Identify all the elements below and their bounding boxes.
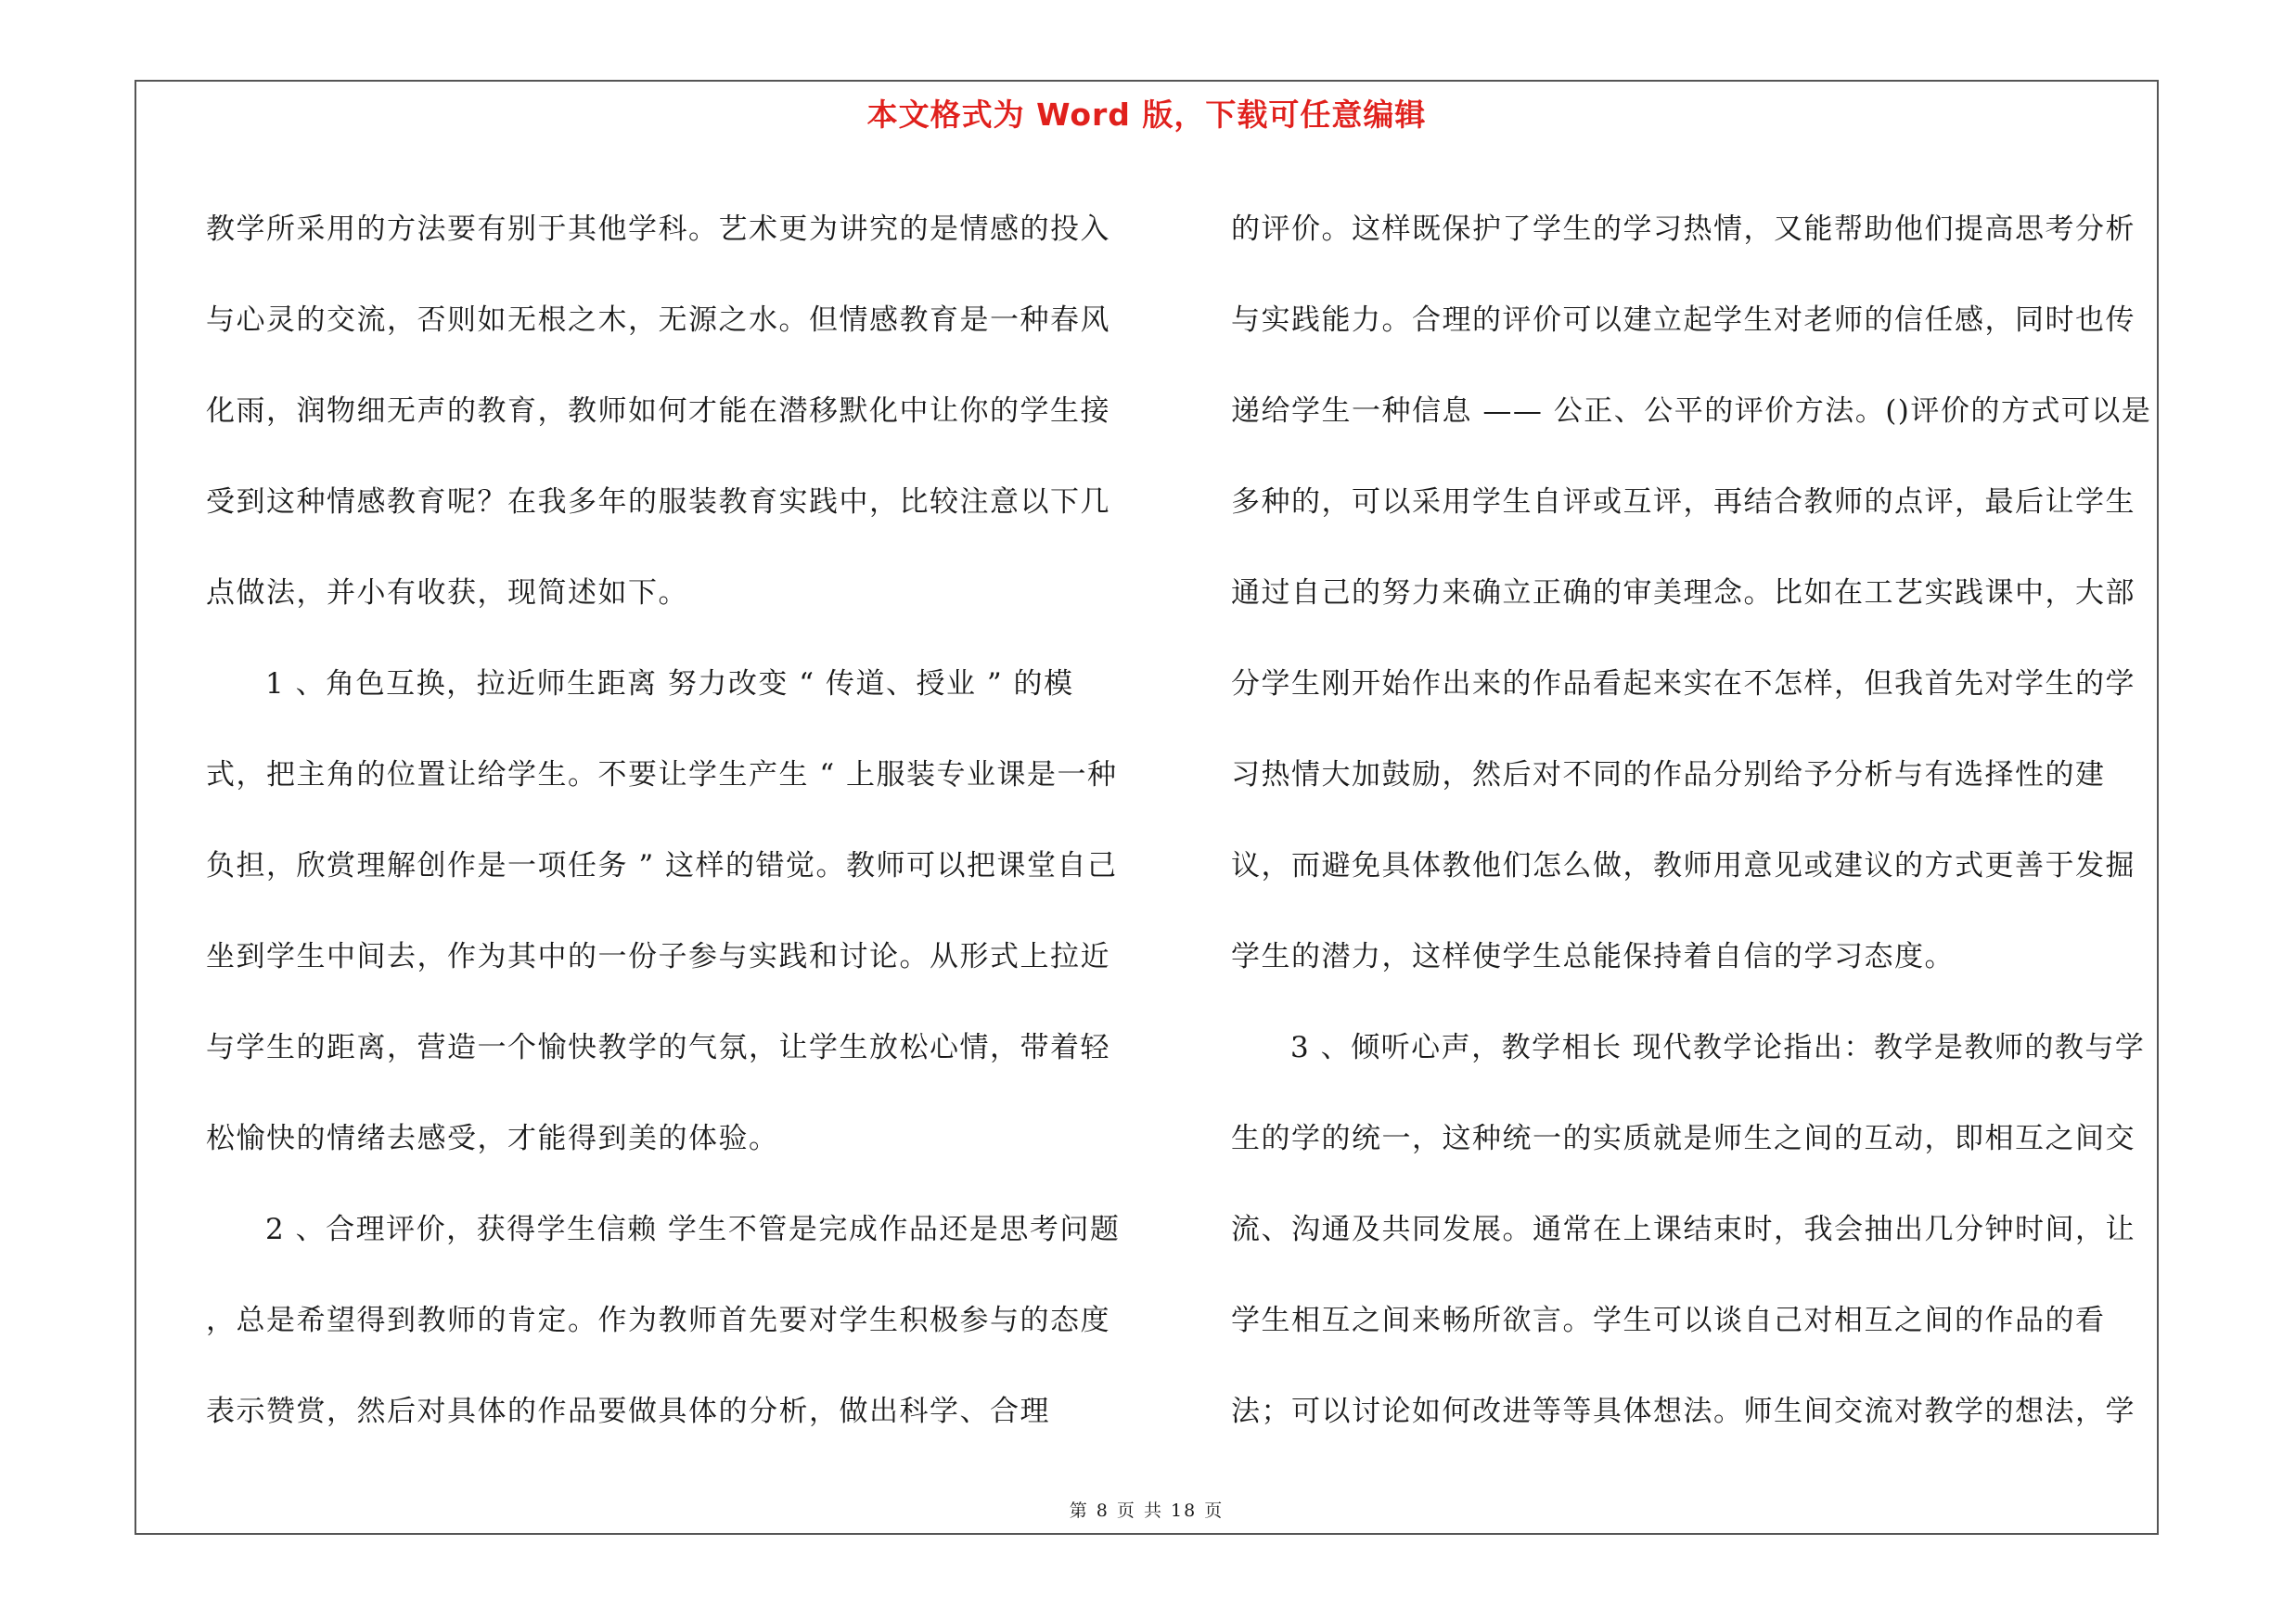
page-number-footer: 第 8 页 共 18 页 — [1069, 1501, 1225, 1521]
paragraph: 的评价。这样既保护了学生的学习热情，又能帮助他们提高思考分析与实践能力。合理的评价可以建立起学生对老师的信任感，同时也传递给学生一种信息 —— 公正、公平的评价方法。()评价的方式可以是多种的，可以采用学生自评或互评，再结合教师的点评，最后让学生通过自己的努力来确立正确的审美理念。比如在工艺实践课中，大部分学生刚开始作出来的作品看起来实在不怎样，但我首先对学生的学习热情大加鼓励，然后对不同的作品分别给予分析与有选择性的建议，而避免具体教他们怎么做，教师用意见或建议的方式更善于发掘学生的潜力，这样使学生总能保持着自信的学习态度。 — [1231, 213, 2152, 973]
paragraph: 1 、角色互换，拉近师生距离 努力改变 “ 传道、授业 ” 的模式，把主角的位置让给学生。不要让学生产生 “ 上服装专业课是一种负担，欣赏理解创作是一项任务 ” 这样的错觉。教师可以把课堂自己坐到学生中间去，作为其中的一份子参与实践和讨论。从形式上拉近与学生的距离，营造一个愉快教学的气氛，让学生放松心情，带着轻松愉快的情绪去感受，才能得到美的体验。 — [206, 667, 1118, 1155]
paragraph: 教学所采用的方法要有别于其他学科。艺术更为讲究的是情感的投入与心灵的交流，否则如无根之木，无源之水。但情感教育是一种春风化雨，润物细无声的教育，教师如何才能在潜移默化中让你的学生接受到这种情感教育呢？在我多年的服装教育实践中，比较注意以下几点做法，并小有收获，现简述如下。 — [206, 213, 1110, 610]
right-column — [1231, 184, 2159, 1457]
paragraph: 2 、合理评价，获得学生信赖 学生不管是完成作品还是思考问题 ，总是希望得到教师的肯定。作为教师首先要对学生积极参与的态度表示赞赏，然后对具体的作品要做具体的分析，做出科学、合理 — [206, 1213, 1131, 1428]
paragraph: 3 、倾听心声，教学相长 现代教学论指出：教学是教师的教与学生的学的统一，这种统一的实质就是师生之间的互动，即相互之间交流、沟通及共同发展。通常在上课结束时，我会抽出几分钟时间，让学生相互之间来畅所欲言。学生可以谈自己对相互之间的作品的看法；可以讨论如何改进等等具体想法。师生间交流对教学的想法，学 — [1231, 1031, 2146, 1428]
page-frame — [135, 80, 2159, 1535]
left-column — [206, 184, 1134, 1457]
format-banner: 本文格式为 Word 版，下载可任意编辑 — [866, 97, 1427, 133]
